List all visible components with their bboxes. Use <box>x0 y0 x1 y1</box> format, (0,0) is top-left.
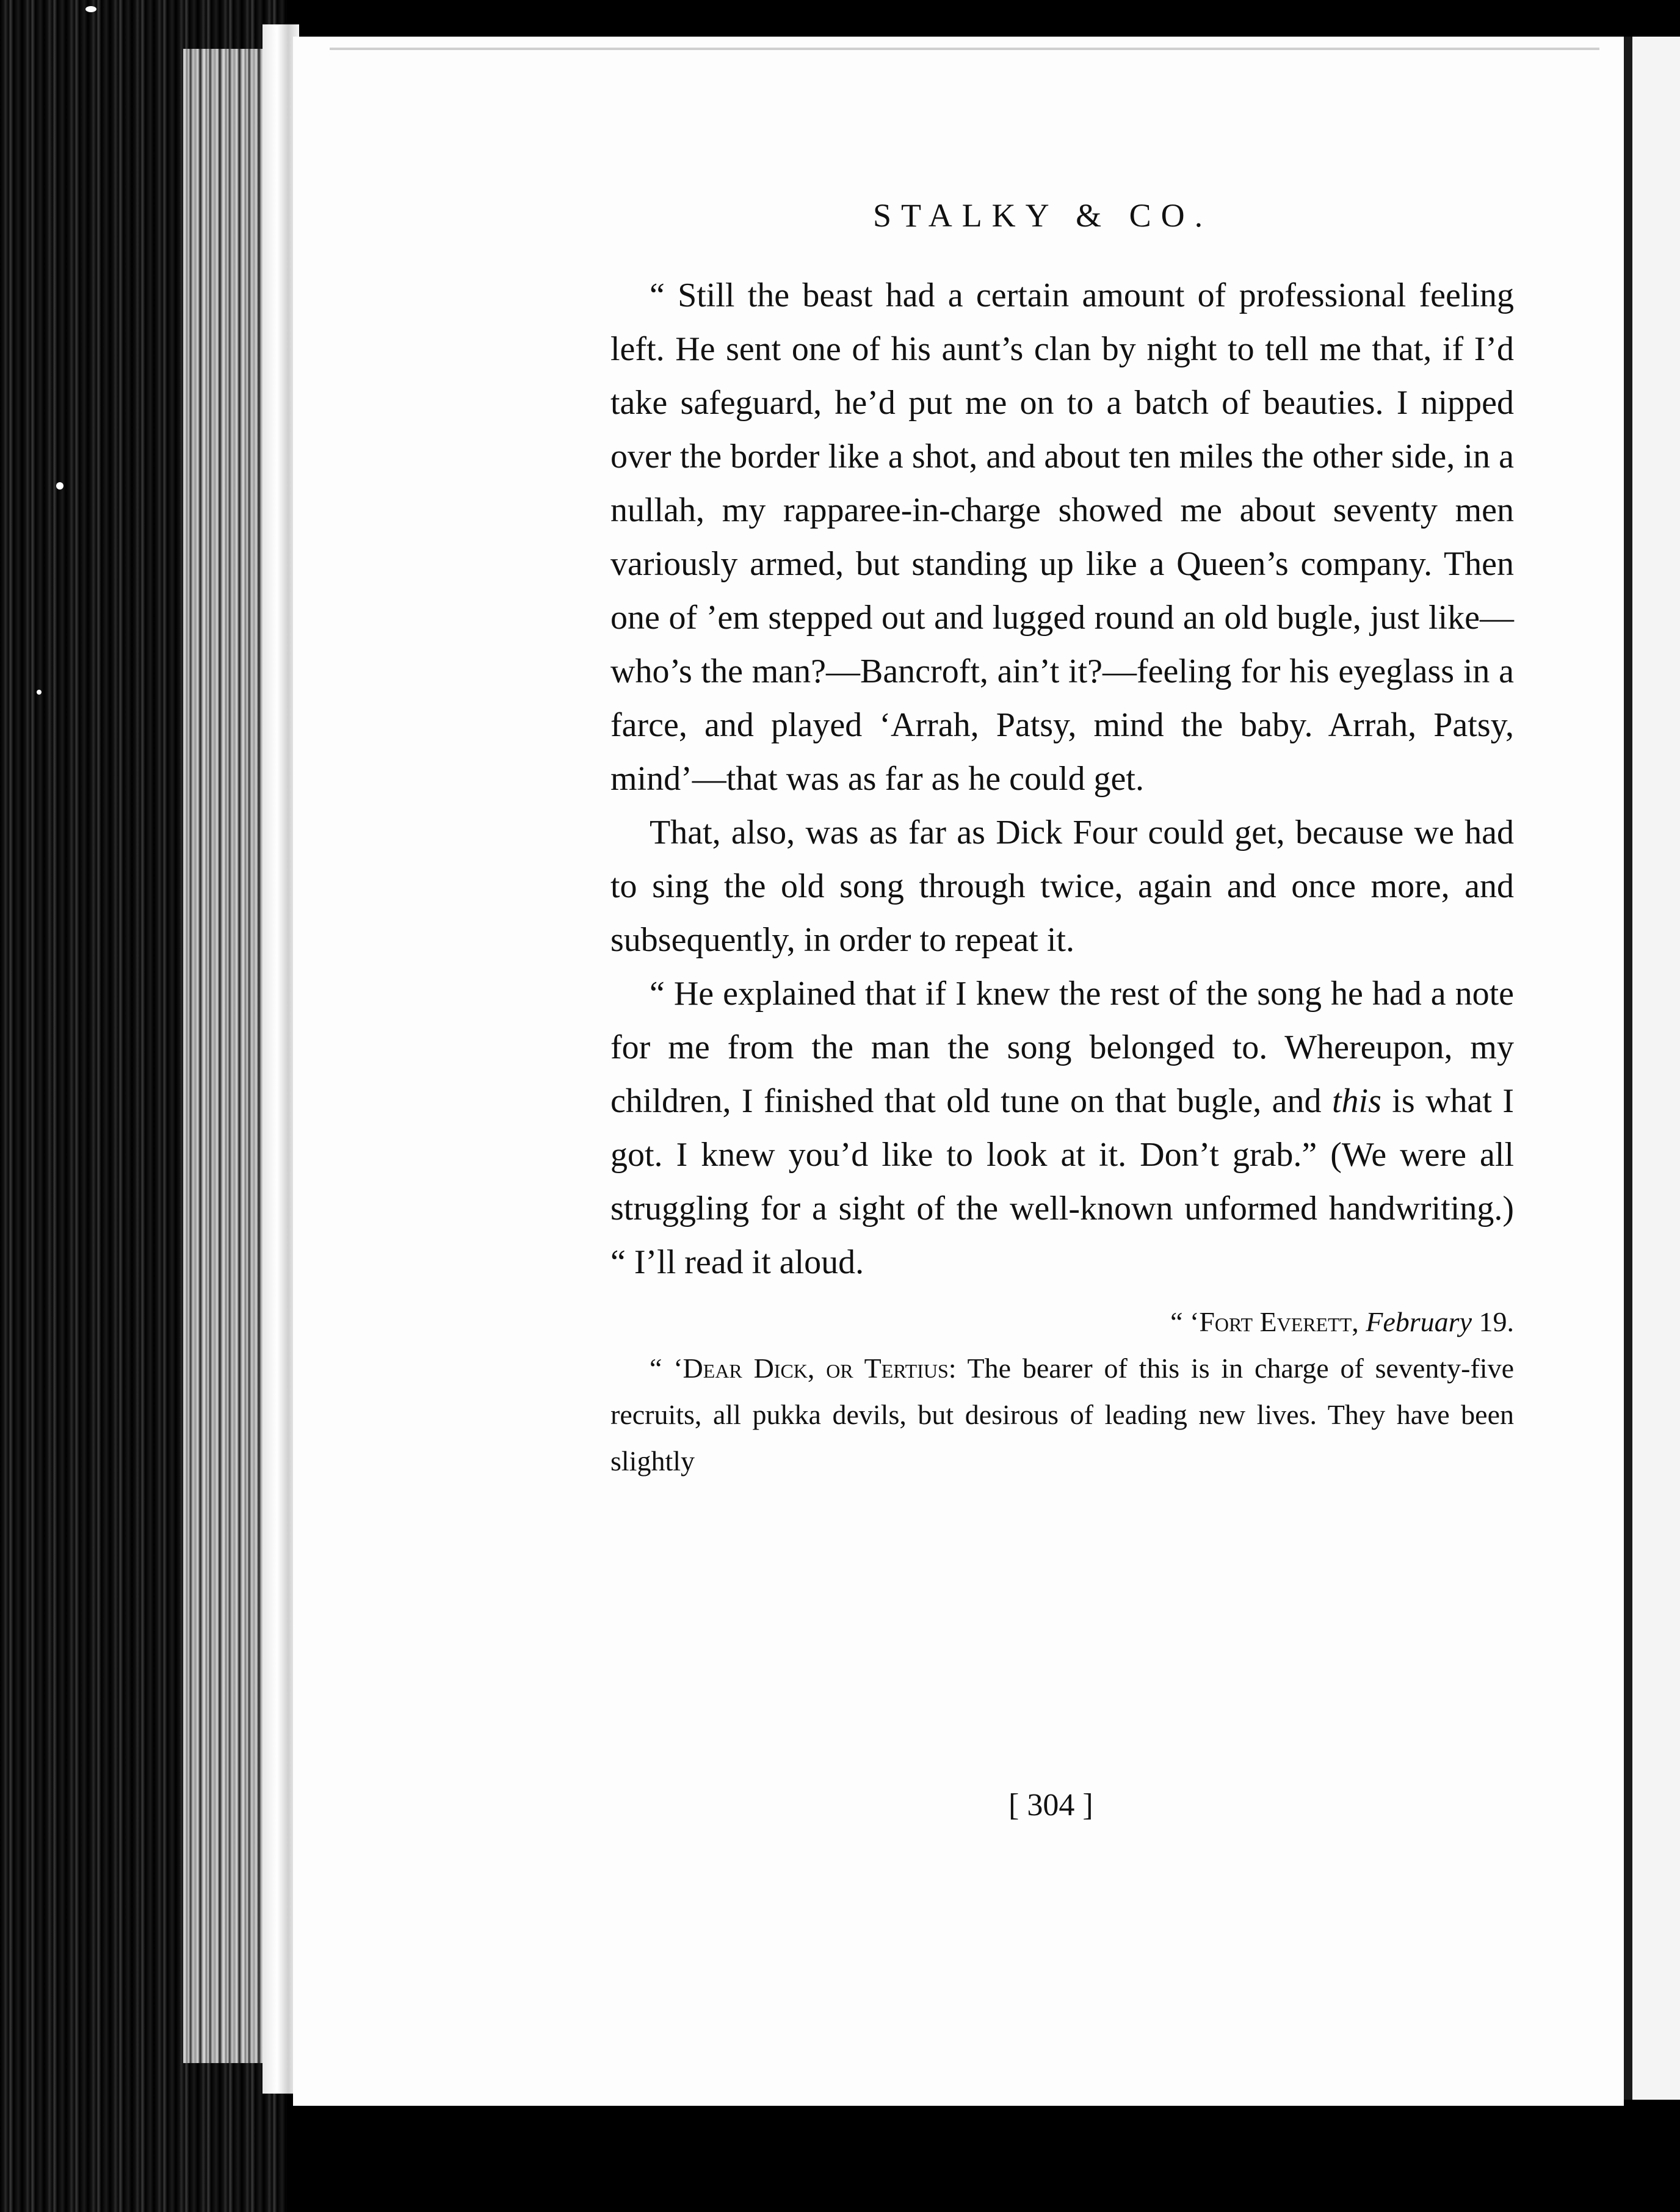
scan-speck <box>56 482 63 490</box>
salutation-quote: “ ‘ <box>650 1353 683 1384</box>
body-text <box>610 269 1514 1484</box>
top-page-rule <box>330 48 1599 50</box>
scan-speck <box>37 690 42 695</box>
paragraph: “ Still the beast had a certain amount of professional feeling left. He sent one of his aunt’s clan by night to tell me that, if I’d take safeguard, he’d put me on to a batch of beauties. I nipped over the border like a shot, and about ten miles the other side, in a nullah, my rapparee-in-charge showed me about seventy men variously armed, but standing up like a Queen’s company. Then one of ’em stepped out and lugged round an old bugle, just like—who’s the man?—Bancroft, ain’t it?—feeling for his eyeglass in a farce, and played ‘Arrah, Patsy, mind the baby. Arrah, Patsy, mind’—that was as far as he could get. <box>610 276 1514 798</box>
scan-speck <box>85 6 96 12</box>
letter-salutation: Dear Dick, or Tertius <box>682 1353 949 1384</box>
book-gutter-edges <box>183 49 269 2063</box>
italic-word: this <box>1331 1082 1381 1120</box>
dateline-quote: “ ‘ <box>1170 1306 1200 1337</box>
running-head: STALKY & CO. <box>873 197 1213 234</box>
letter-body <box>610 1345 1514 1484</box>
facing-page-edge <box>1632 37 1680 2100</box>
page-number: [ 304 ] <box>1008 1788 1093 1823</box>
paragraph <box>610 967 1514 1289</box>
letter-dateline <box>610 1299 1514 1345</box>
paragraph-text: is what I got. I knew you’d like to look at it. Don’t grab.” (We were all struggling for a sight of the well-known unformed handwriting.) “ I’ll read it aloud. <box>610 1082 1514 1281</box>
dateline-place: Fort Everett, <box>1199 1306 1359 1337</box>
paragraph-text: “ He explained that if I knew the rest of the song he had a note for me from the man the song belonged to. Whereupon, my children, I finished that old tune on that bugle, and <box>610 975 1514 1120</box>
dateline-month: February <box>1366 1306 1472 1337</box>
dateline-day: 19. <box>1479 1306 1514 1337</box>
right-page-gap <box>1624 37 1632 2100</box>
letter-text: : The bearer of this is in charge of seventy-five recruits, all pukka devils, but desirous of leading new lives. They have been slightly <box>610 1353 1514 1476</box>
paragraph: That, also, was as far as Dick Four could get, because we had to sing the old song through twice, again and once more, and subsequently, in order to repeat it. <box>610 814 1514 959</box>
